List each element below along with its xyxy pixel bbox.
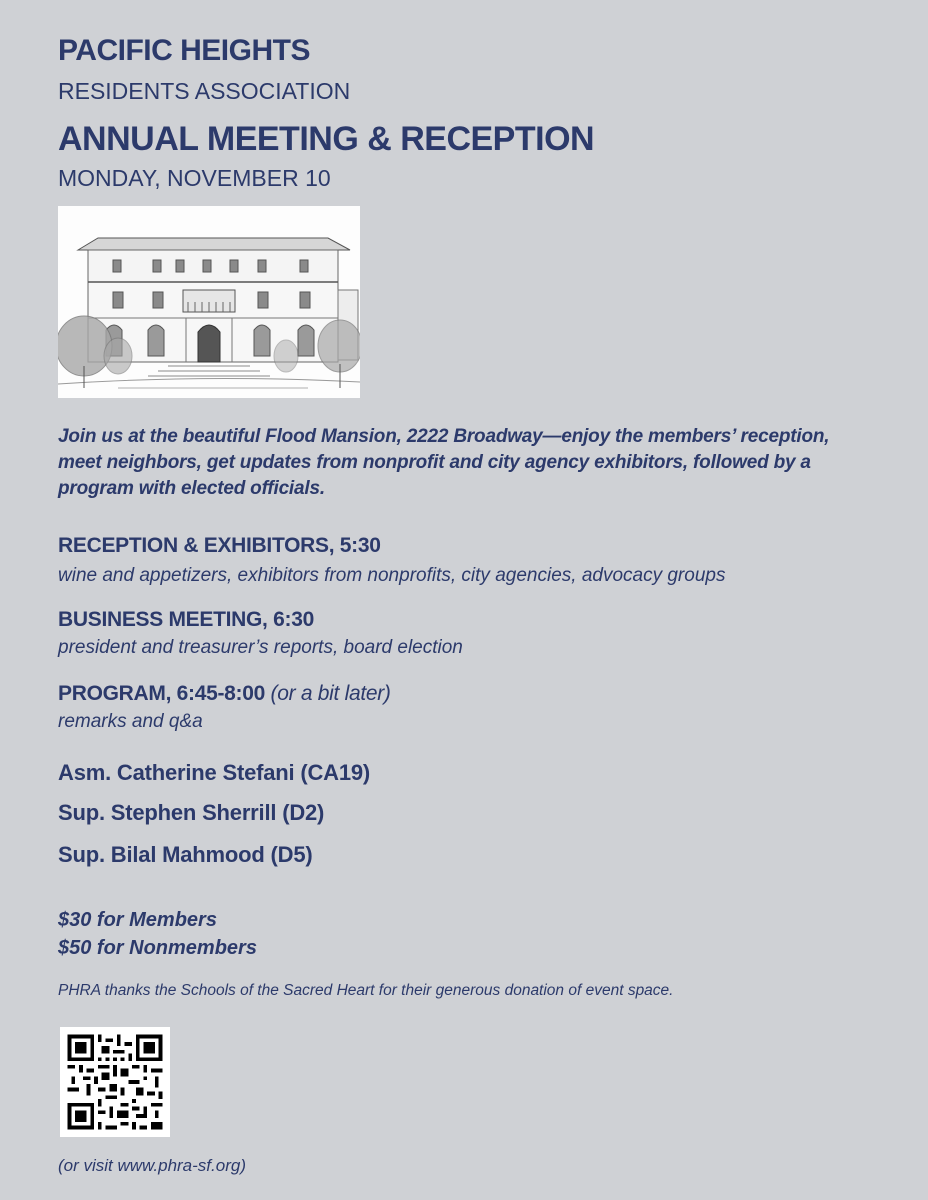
program-note: (or a bit later) <box>270 682 391 705</box>
thanks-note: PHRA thanks the Schools of the Sacred Heart for their generous donation of event space. <box>58 982 674 999</box>
price-nonmembers: $50 for Nonmembers <box>58 937 257 959</box>
official-item: Asm. Catherine Stefani (CA19) <box>58 760 371 785</box>
schedule-heading-program <box>58 682 391 706</box>
org-title: PACIFIC HEIGHTS <box>58 34 310 67</box>
schedule-desc-reception: wine and appetizers, exhibitors from nonprofits, city agencies, advocacy groups <box>58 565 726 586</box>
website-link[interactable]: (or visit www.phra-sf.org) <box>58 1156 246 1175</box>
intro-paragraph: Join us at the beautiful Flood Mansion, 2222 Broadway—enjoy the members’ reception, meet neighbors, get updates from nonprofit and city agency exhibitors, followed by a program with elected officials. <box>58 426 830 499</box>
event-date: MONDAY, NOVEMBER 10 <box>58 165 331 191</box>
official-item: Sup. Stephen Sherrill (D2) <box>58 800 325 825</box>
qr-code-icon[interactable] <box>60 1027 170 1137</box>
event-title: ANNUAL MEETING & RECEPTION <box>58 120 595 158</box>
price-members: $30 for Members <box>58 909 217 931</box>
schedule-desc-business: president and treasurer’s reports, board election <box>58 637 463 658</box>
mansion-sketch-image <box>58 206 360 398</box>
schedule-heading-business: BUSINESS MEETING, 6:30 <box>58 608 314 631</box>
program-heading-text: PROGRAM, 6:45-8:00 <box>58 682 265 705</box>
schedule-heading-reception: RECEPTION & EXHIBITORS, 5:30 <box>58 534 381 557</box>
official-item: Sup. Bilal Mahmood (D5) <box>58 842 313 867</box>
org-subtitle: RESIDENTS ASSOCIATION <box>58 78 351 104</box>
schedule-desc-program: remarks and q&a <box>58 711 203 732</box>
